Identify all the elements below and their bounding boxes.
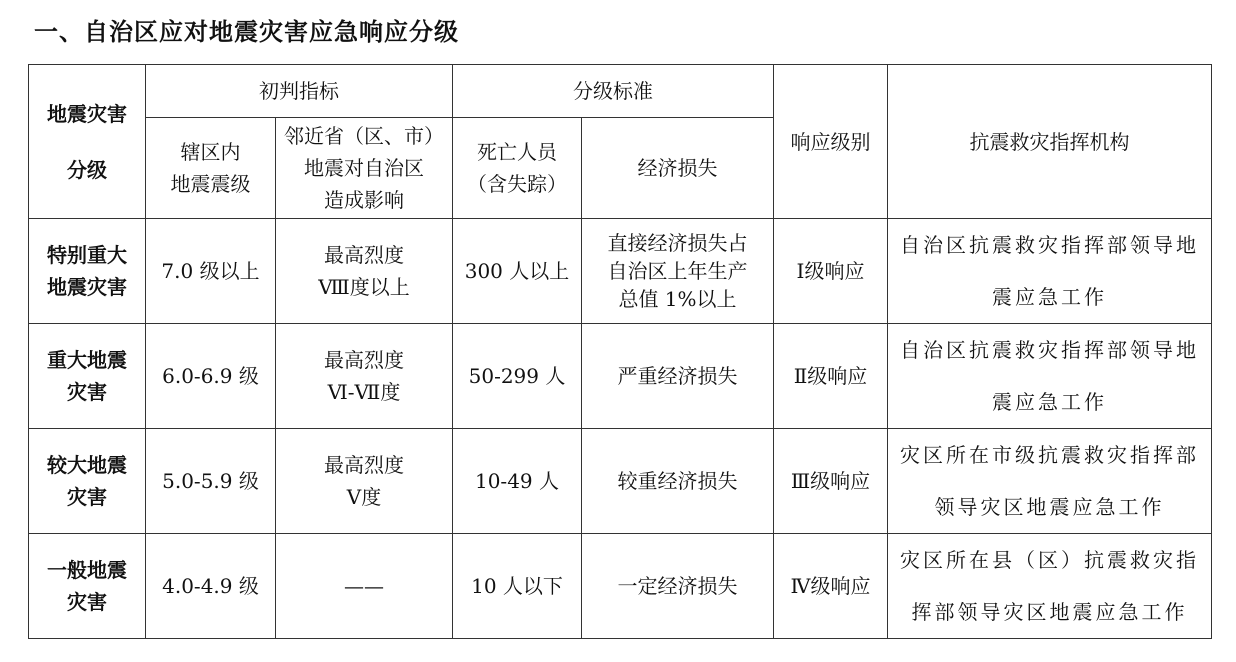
row-deaths: 10 人以下: [453, 534, 582, 639]
row-grade: 较大地震 灾害: [29, 429, 146, 534]
header-local-magnitude: 辖区内 地震震级: [146, 118, 276, 219]
row-grade: 重大地震 灾害: [29, 324, 146, 429]
row-loss: 较重经济损失: [582, 429, 774, 534]
header-command: 抗震救灾指挥机构: [888, 65, 1212, 219]
row-level: Ⅳ级响应: [774, 534, 888, 639]
row-level: Ⅲ级响应: [774, 429, 888, 534]
row-deaths: 10-49 人: [453, 429, 582, 534]
header-economic-loss: 经济损失: [582, 118, 774, 219]
row-deaths: 50-299 人: [453, 324, 582, 429]
row-magnitude: 4.0-4.9 级: [146, 534, 276, 639]
header-grade: 地震灾害 分级: [29, 65, 146, 219]
row-impact: ——: [276, 534, 453, 639]
row-command: 自治区抗震救灾指挥部领导地 震应急工作: [888, 219, 1212, 324]
row-impact: 最高烈度 Ⅴ度: [276, 429, 453, 534]
table-row: [29, 429, 1212, 534]
row-command: 自治区抗震救灾指挥部领导地 震应急工作: [888, 324, 1212, 429]
row-command: 灾区所在县（区）抗震救灾指 挥部领导灾区地震应急工作: [888, 534, 1212, 639]
row-loss: 严重经济损失: [582, 324, 774, 429]
row-magnitude: 5.0-5.9 级: [146, 429, 276, 534]
row-level: Ⅰ级响应: [774, 219, 888, 324]
page-title: 一、自治区应对地震灾害应急响应分级: [34, 18, 459, 46]
header-grading-standard: 分级标准: [453, 65, 774, 118]
row-loss: 一定经济损失: [582, 534, 774, 639]
row-grade: 特别重大 地震灾害: [29, 219, 146, 324]
table-row: [29, 324, 1212, 429]
row-command: 灾区所在市级抗震救灾指挥部 领导灾区地震应急工作: [888, 429, 1212, 534]
header-response-level: 响应级别: [774, 65, 888, 219]
row-level: Ⅱ级响应: [774, 324, 888, 429]
row-grade: 一般地震 灾害: [29, 534, 146, 639]
row-impact: 最高烈度 Ⅵ-Ⅶ度: [276, 324, 453, 429]
row-magnitude: 7.0 级以上: [146, 219, 276, 324]
header-row-1: [29, 65, 1212, 118]
row-loss: 直接经济损失占 自治区上年生产 总值 1%以上: [582, 219, 774, 324]
table-row: [29, 219, 1212, 324]
row-deaths: 300 人以上: [453, 219, 582, 324]
header-neighbor-impact: 邻近省（区、市） 地震对自治区 造成影响: [276, 118, 453, 219]
header-deaths: 死亡人员 （含失踪）: [453, 118, 582, 219]
header-initial-indicators: 初判指标: [146, 65, 453, 118]
table-row: [29, 534, 1212, 639]
row-magnitude: 6.0-6.9 级: [146, 324, 276, 429]
row-impact: 最高烈度 Ⅷ度以上: [276, 219, 453, 324]
response-grading-table: [28, 64, 1212, 639]
